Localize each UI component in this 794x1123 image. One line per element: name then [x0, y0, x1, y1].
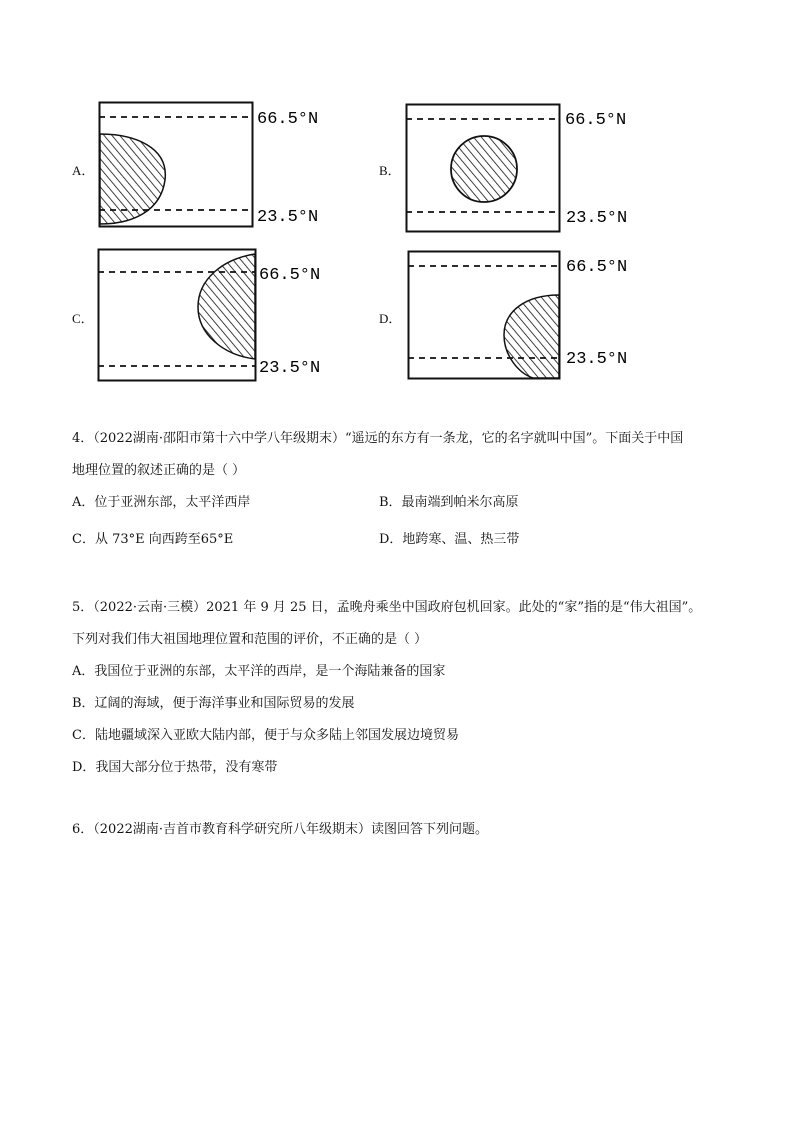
q4-stem-line1: 4．（2022湖南·邵阳市第十六中学八年级期末）“遥远的东方有一条龙，它的名字就叫中国”。下面关于中国	[72, 431, 684, 446]
q4-option-d: D．地跨寒、温、热三带	[379, 532, 520, 547]
lat-bottom-label: 23.5°N	[257, 208, 319, 227]
option-d-figure	[408, 251, 668, 383]
lat-bottom-label: 23.5°N	[259, 359, 321, 378]
option-b-figure	[406, 104, 666, 234]
option-d-label: D．	[379, 311, 402, 326]
q6-stem: 6．（2022湖南·吉首市教育科学研究所八年级期末）读图回答下列问题。	[72, 822, 488, 837]
option-a-figure	[99, 102, 359, 228]
q4-option-b: B．最南端到帕米尔高原	[379, 495, 519, 510]
lat-top-label: 66.5°N	[566, 258, 628, 277]
lat-top-label: 66.5°N	[257, 110, 319, 129]
q4-option-c: C．从 73°E 向西跨至65°E	[72, 532, 234, 547]
option-b-label: B．	[379, 163, 401, 178]
option-c-figure	[98, 249, 358, 383]
lat-top-label: 66.5°N	[565, 111, 627, 130]
q4-stem-line2: 地理位置的叙述正确的是（ ）	[72, 463, 246, 478]
lat-bottom-label: 23.5°N	[566, 209, 628, 228]
q5-stem-line2: 下列对我们伟大祖国地理位置和范围的评价，不正确的是（ ）	[72, 632, 428, 647]
q4-option-a: A．位于亚洲东部，太平洋西岸	[72, 495, 251, 510]
q5-stem-line1: 5．（2022·云南·三模）2021 年 9 月 25 日，孟晚舟乘坐中国政府包机回家。此处的“家”指的是“伟大祖国”。	[72, 600, 702, 615]
option-a-label: A．	[72, 163, 95, 178]
q5-option-b: B．辽阔的海域，便于海洋事业和国际贸易的发展	[72, 696, 355, 711]
lat-bottom-label: 23.5°N	[566, 350, 628, 369]
lat-top-label: 66.5°N	[259, 266, 321, 285]
option-c-label: C．	[72, 311, 94, 326]
q5-option-a: A．我国位于亚洲的东部，太平洋的西岸，是一个海陆兼备的国家	[72, 664, 446, 679]
q5-option-d: D．我国大部分位于热带，没有寒带	[72, 760, 278, 775]
q5-option-c: C．陆地疆域深入亚欧大陆内部，便于与众多陆上邻国发展边境贸易	[72, 728, 459, 743]
hatched-region	[451, 136, 517, 202]
